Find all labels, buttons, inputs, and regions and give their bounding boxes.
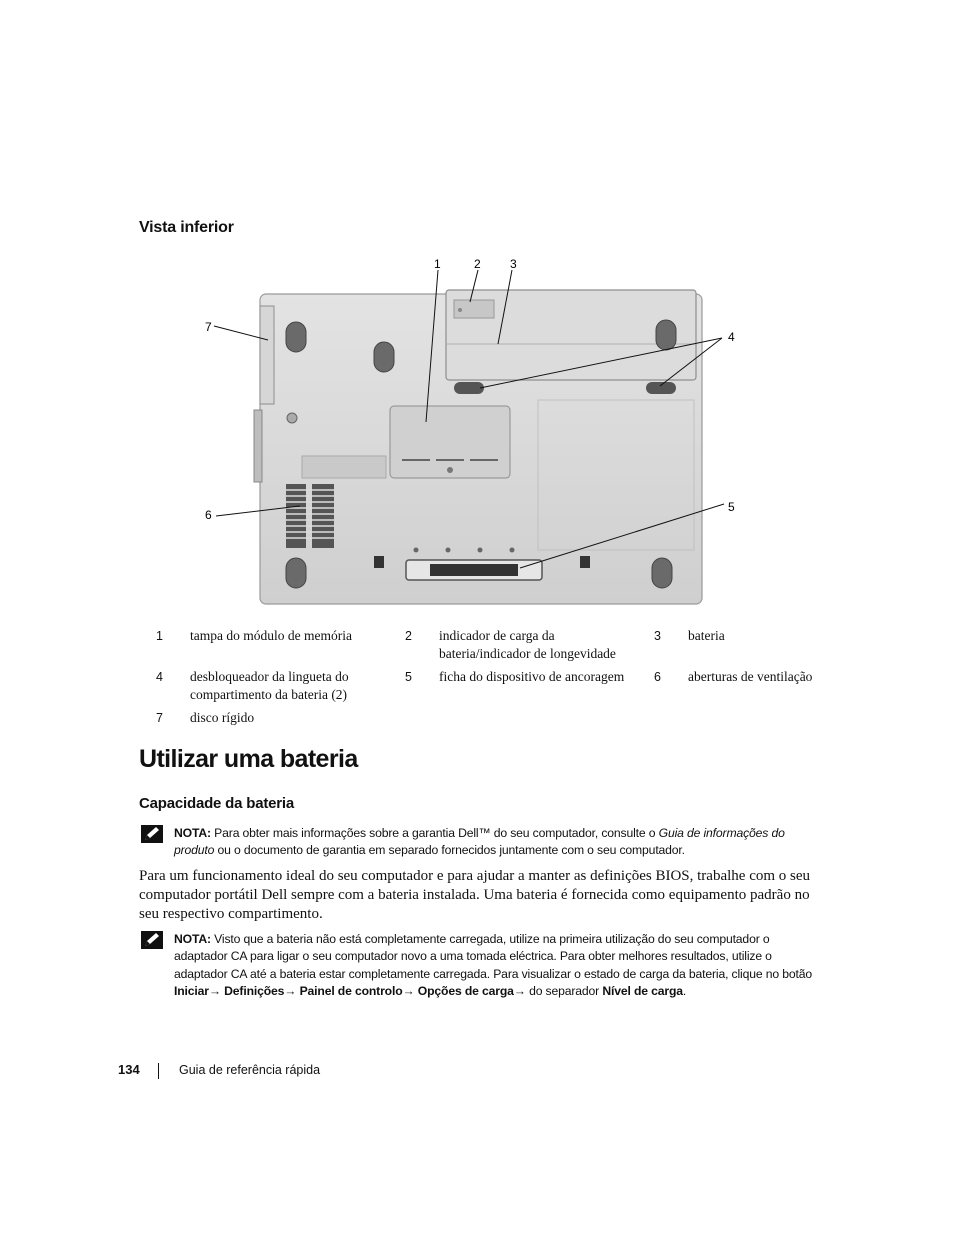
note-text: do separador bbox=[529, 984, 603, 999]
page-number: 134 bbox=[118, 1062, 140, 1077]
legend-num: 3 bbox=[654, 629, 661, 643]
main-heading: Utilizar uma bateria bbox=[139, 745, 358, 773]
legend-row bbox=[148, 627, 895, 668]
start-menu-path: Iniciar bbox=[174, 984, 209, 999]
legend-num: 4 bbox=[156, 670, 163, 684]
note-warranty bbox=[174, 825, 814, 860]
callout-1: 1 bbox=[434, 257, 441, 271]
legend-num: 7 bbox=[156, 711, 163, 725]
legend-num: 5 bbox=[405, 670, 412, 684]
arrow: → bbox=[208, 984, 225, 999]
callout-2: 2 bbox=[474, 257, 481, 271]
legend-text: tampa do módulo de memória bbox=[190, 628, 352, 643]
legend-num: 1 bbox=[156, 629, 163, 643]
legend-text: aberturas de ventilação bbox=[688, 669, 813, 684]
callout-7: 7 bbox=[205, 320, 212, 334]
power-options-path: Opções de carga bbox=[417, 984, 514, 999]
note-text: Visto que a bateria não está completamente carregada, utilize na primeira utilização do seu computador o adaptador CA para ligar o seu computador novo a uma tomada eléctrica. Para obter melhores resultados, utilize o adaptador CA até a bateria estar completamente carregada. Para visualizar o estado de carga da bateria, clique no botão bbox=[174, 932, 812, 981]
note-battery-charge: NOTA: Visto que a bateria não está completamente carregada, utilize na primeira utilização do seu computador o adaptador CA para ligar o seu computador novo a uma tomada eléctrica. Para obter melhores resultados, utilize o adaptador CA até a bateria estar completamente carregada. Para visualizar o estado de carga da bateria, clique no botão Iniciar→ Definições→ Painel de controlo→ Opções de carga→ do separador Nível de carga. bbox=[174, 932, 812, 999]
legend-text: desbloqueador da lingueta do compartimento da bateria (2) bbox=[190, 669, 349, 702]
note-italic: Guia de informações do produto bbox=[174, 826, 785, 858]
note-label: NOTA: bbox=[174, 932, 211, 946]
figure-legend bbox=[148, 627, 895, 732]
callout-5: 5 bbox=[728, 500, 735, 514]
charge-level-tab: Nível de carga bbox=[602, 984, 683, 999]
legend-row bbox=[148, 709, 895, 732]
hard-drive bbox=[260, 306, 274, 404]
legend-num: 2 bbox=[405, 629, 412, 643]
arrow: → bbox=[284, 984, 300, 999]
legend-text: disco rígido bbox=[190, 710, 255, 725]
footer-separator bbox=[158, 1063, 159, 1079]
callout-6: 6 bbox=[205, 508, 212, 522]
pencil-note-icon bbox=[141, 825, 163, 843]
section-heading: Vista inferior bbox=[139, 219, 234, 236]
legend-text: ficha do dispositivo de ancoragem bbox=[439, 669, 625, 684]
settings-path: Definições bbox=[224, 984, 285, 999]
legend-text: bateria bbox=[688, 628, 725, 643]
callout-4: 4 bbox=[728, 330, 735, 344]
note-text: ou o documento de garantia em separado fornecidos juntamente com o seu computador. bbox=[214, 843, 685, 858]
laptop-bottom-view-figure bbox=[190, 250, 750, 615]
legend-row bbox=[148, 668, 895, 709]
arrow: → bbox=[402, 984, 418, 999]
latch-left bbox=[454, 382, 484, 394]
callout-3: 3 bbox=[510, 257, 517, 271]
control-panel-path: Painel de controlo bbox=[299, 984, 403, 999]
arrow: → bbox=[513, 984, 530, 999]
legend-num: 6 bbox=[654, 670, 661, 684]
footer-title: Guia de referência rápida bbox=[179, 1063, 321, 1077]
body-paragraph: Para um funcionamento ideal do seu computador e para ajudar a manter as definições BIOS, trabalhe com o seu computador portátil Dell sempre com a bateria instalada. Uma bateria é fornecida como equipamento padrão no seu respectivo compartimento. bbox=[139, 868, 811, 922]
pencil-note-icon bbox=[141, 931, 163, 949]
legend-text: indicador de carga da bateria/indicador de longevidade bbox=[439, 628, 616, 661]
latch-right bbox=[646, 382, 676, 394]
note-label: NOTA: bbox=[174, 826, 211, 840]
sub-heading: Capacidade da bateria bbox=[139, 795, 295, 812]
note-text: Para obter mais informações sobre a garantia Dell™ do seu computador, consulte o bbox=[210, 826, 659, 840]
